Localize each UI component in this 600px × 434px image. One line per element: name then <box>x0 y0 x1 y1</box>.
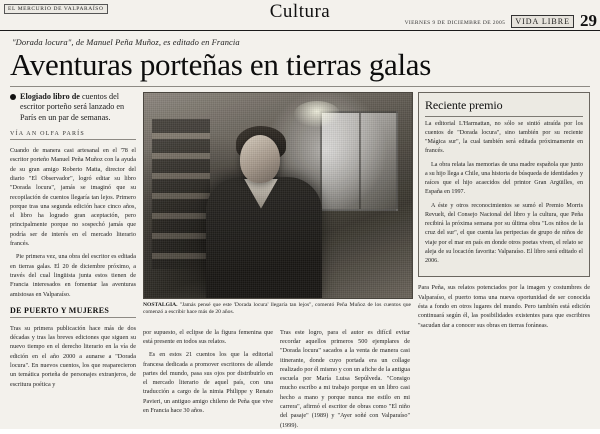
subheading: DE PUERTO Y MUJERES <box>10 305 110 315</box>
headline-divider <box>10 86 590 87</box>
article-lead <box>10 92 136 124</box>
publication-name: EL MERCURIO DE VALPARAÍSO <box>4 4 108 14</box>
caption-text: "Jamás pensé que este 'Dorada locura' llegaría tan lejos", comentó Peña Muñoz de los cuentos que comenzó a escribir hace más de 20 años. <box>143 301 411 316</box>
lead-bold: Elogiado libro de <box>20 91 80 101</box>
paragraph: Para Peña, sus relatos potenciados por la imagen y costumbres de Valparaíso, el puerto toma una nueva oportunidad de ser conocida ésta a fondo en otros lugares del mundo. Pero también está edición continuará según él, las posibilidades existentes para que escribires "sacudan dar a conocer sus obras en tierras foráneas. <box>418 284 590 329</box>
article-photo <box>143 92 413 299</box>
article-photo-figure <box>143 92 411 317</box>
sidebox-title: Reciente premio <box>425 97 503 112</box>
article-body <box>10 92 594 434</box>
column-left-text <box>10 146 136 299</box>
column-right-lower <box>418 283 590 329</box>
caption-label: NOSTALGIA. <box>143 301 178 308</box>
paragraph: por supuesto, el eclipse de la figura femenina que está presente en todos sus relatos. <box>143 328 273 345</box>
article-kicker: "Dorada locura", de Manuel Peña Muñoz, es editado en Francia <box>12 37 240 47</box>
subheading-divider <box>10 317 136 318</box>
paragraph: Cuando de manera casi artesanal en el '78 el escritor porteño Manuel Peña Muñoz con la ayuda de su gran amigo Roberto Matta, director del diario "El Observador", logró editar su libro "Dorada locura", jamás se imaginó que su recopilación de cuentos llegaría tan lejos. Primero porque tras una segunda edición hace cinco años, el libro ha logrado gran aceptación, pero principalmente porque no sospechó jamás que podría ser de interés en el mercado literario francés. <box>10 147 136 248</box>
issue-date: VIERNES 9 DE DICIEMBRE DE 2005 <box>404 20 506 26</box>
sidebox-text <box>425 120 583 267</box>
supplement-name: VIDA LIBRE <box>511 15 574 28</box>
page-number: 29 <box>580 10 597 30</box>
column-left-text-2 <box>10 324 136 389</box>
paragraph: Tras este logro, para el autor es difícil evitar recordar aquellos primeros 500 ejemplares de "Dorada locura" sacados a la venta de manera casi itinerante, donde cuyo portada era un collage realizado por él mismo y con un afiche de la antigua escuela por María Luisa Sepúlveda. "Consigo mucho escribo a mi trabajo porque en un libro casi hecho a mano y porque nunca me estilo en mi carrera", afirmó el escritor de obras como "El niño del pasaje" (1989) y "Ayer soñé con Valparaíso" (1999). <box>280 328 410 429</box>
column-middle <box>143 92 411 434</box>
column-right-lower-text <box>418 283 590 329</box>
paragraph: Pie primera vez, una obra del escritor es editada en tierras galas. El 20 de diciembre próximo, a través del cual lingüista junta estos tienen de Francia interesados en fomentar las aventuras amistosas en Valparaíso. <box>10 253 136 298</box>
paragraph: A éste y otros reconocimientos se sumó el Premio Morris Revuelt, del Consejo Nacional del libro y la cultura, que Peña recibirá la próxima semana por su última obra "Los niños de la cruz del sur", el que cuenta las peripecias de grupo de niños de viaje por el mar en país en donde otros poetas viven, el relato se aleja de su locación favorita: Valparaíso. El libro será editado el 2006. <box>425 202 583 265</box>
paragraph: Tras su primera publicación hace más de dos décadas y tras las breves ediciones que siguen su nuevo tiempo en el derecho literario en la vía de edición en el año 2000 a aunarse a "Dorada locura". En nuevos cuentos, los que reaparecieron un temática porteña de personajes extranjeros, de escritura poética y <box>10 324 136 388</box>
lead-text <box>20 92 136 124</box>
column-middle-a-text <box>143 328 273 416</box>
column-middle-b <box>280 322 410 434</box>
column-middle-b-text <box>280 328 410 430</box>
bullet-icon <box>10 94 16 100</box>
page-title: Aventuras porteñas en tierras galas <box>10 47 432 82</box>
sidebar-box-reciente-premio <box>418 92 590 278</box>
masthead-right-group <box>404 10 597 30</box>
byline: VÍA AN OLFA PARÍS <box>10 131 85 138</box>
lead-rest: cuentos del escritor porteño será lanzado en París en un par de semanas. <box>20 91 125 123</box>
masthead <box>0 0 600 31</box>
photo-caption <box>143 302 411 317</box>
photo-halftone-grain <box>144 93 412 298</box>
column-right <box>418 92 590 434</box>
column-left <box>10 92 136 434</box>
byline-divider <box>10 139 136 140</box>
paragraph: La obra relata las memorias de una madre española que junto a su hijo llega a Chile, una historia de búsqueda de identidades y raíces que el hijo acaecidos del printor Gran Argüilles, en España en 1997. <box>425 161 583 196</box>
paragraph: Es en estos 21 cuentos los que la editorial francesa dedicada a promover escritores de allende partes del mundo, pasa sus ojos por distribuirlo en el mercado literario de aquel país, con una traducción a cargo de la nimia Philippe y Renato Pavieri, un antiguo amigo chileno de Peña que vive en Francia hace 30 años. <box>143 351 273 415</box>
sidebox-divider <box>425 116 583 117</box>
column-middle-a <box>143 322 273 434</box>
paragraph: La editorial L'Harmattan, no sólo se sintió atraída por los cuentos de "Dorada locura", sino también por su reciente "Mágica sur", la cual también será editada próximamente en francés. <box>425 120 583 155</box>
section-title: Cultura <box>269 1 331 22</box>
middle-text-columns <box>143 322 411 434</box>
